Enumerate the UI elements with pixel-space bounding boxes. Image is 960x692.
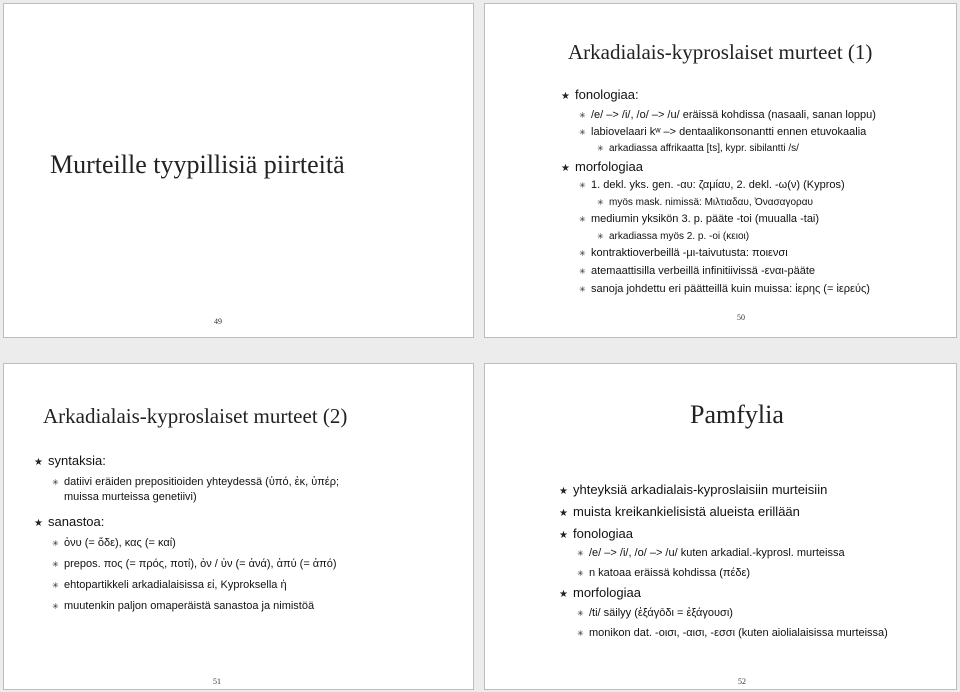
- bullet-item: ★ morfologiaa: [561, 159, 643, 174]
- bullet-item: ✳ 1. dekl. yks. gen. -αυ: ζαμίαυ, 2. dekl. -ω(ν) (Kypros): [579, 179, 845, 191]
- bullet-item: ✳ sanoja johdettu eri päätteillä kuin muissa: ἱερης (= ἱερεύς): [579, 283, 870, 295]
- asterisk-bullet-icon: ✳: [579, 215, 586, 224]
- bullet-item: ✳ kontraktioverbeillä -μι-taivutusta: ποιενσι: [579, 247, 788, 259]
- asterisk-bullet-icon: ✳: [577, 629, 584, 638]
- slide-52: [484, 363, 957, 690]
- page-number: 52: [738, 677, 746, 686]
- bullet-item: ✳ prepos. πος (= πρός, ποτί), ὀν / ὐν (= ἀνά), ἀπύ (= ἀπό): [52, 558, 337, 570]
- bullet-item: ★ fonologiaa: [559, 526, 633, 541]
- asterisk-bullet-icon: ✳: [577, 549, 584, 558]
- bullet-item: ✳ /ti/ säilyy (ἐξάγōδι = ἐξάγουσι): [577, 607, 733, 619]
- slide-title: Arkadialais-kyproslaiset murteet (1): [568, 40, 873, 64]
- asterisk-bullet-icon: ✳: [577, 609, 584, 618]
- bullet-item: ✳ labiovelaari kʷ –> dentaalikonsonantti ennen etuvokaalia: [579, 126, 867, 138]
- asterisk-bullet-icon: ✳: [52, 602, 59, 611]
- star-bullet-icon: ★: [559, 589, 568, 600]
- bullet-item: ✳ muutenkin paljon omaperäistä sanastoa ja nimistöä: [52, 600, 315, 612]
- asterisk-bullet-icon: ✳: [579, 111, 586, 120]
- bullet-item: ✳ arkadiassa myös 2. p. -oi (κειοι): [597, 231, 750, 242]
- asterisk-bullet-icon: ✳: [597, 232, 604, 241]
- page-number: 50: [737, 313, 745, 322]
- bullet-item: ✳ /e/ –> /i/, /o/ –> /u/ kuten arkadial.-kyprosl. murteissa: [577, 547, 845, 559]
- bullet-item: ✳ ὀνυ (= ὅδε), κας (= καί): [52, 537, 176, 549]
- asterisk-bullet-icon: ✳: [597, 198, 604, 207]
- asterisk-bullet-icon: ✳: [597, 144, 604, 153]
- star-bullet-icon: ★: [559, 530, 568, 541]
- star-bullet-icon: ★: [34, 518, 43, 529]
- star-bullet-icon: ★: [559, 508, 568, 519]
- bullet-item: ✳ atemaattisilla verbeillä infinitiivissä -εναι-pääte: [579, 265, 816, 277]
- bullet-item: ✳ arkadiassa affrikaatta [ts], kypr. sibilantti /s/: [597, 143, 799, 154]
- bullet-item: ✳ monikon dat. -οισι, -αισι, -εσσι (kuten aiolialaisissa murteissa): [577, 627, 888, 639]
- slide-51: [3, 363, 474, 690]
- bullet-item: ✳ /e/ –> /i/, /o/ –> /u/ eräissä kohdissa (nasaali, sanan loppu): [579, 109, 876, 121]
- bullet-item: ★ muista kreikankielisistä alueista erillään: [559, 504, 800, 519]
- bullet-item: ✳ datiivi eräiden prepositioiden yhteydessä (ὑπό, ἐκ, ὑπέρ;: [52, 476, 340, 488]
- page-number: 51: [213, 677, 221, 686]
- asterisk-bullet-icon: ✳: [52, 581, 59, 590]
- asterisk-bullet-icon: ✳: [577, 569, 584, 578]
- asterisk-bullet-icon: ✳: [579, 267, 586, 276]
- asterisk-bullet-icon: ✳: [579, 249, 586, 258]
- bullet-item: ✳ n katoaa eräissä kohdissa (πέδε): [577, 567, 751, 579]
- slide-title: Pamfylia: [690, 400, 784, 429]
- bullet-text-continuation: muissa murteissa genetiivi): [64, 491, 197, 503]
- slide-49: [3, 3, 474, 338]
- asterisk-bullet-icon: ✳: [579, 181, 586, 190]
- bullet-item: ✳ ehtopartikkeli arkadialaisissa εἰ, Kyproksella ἠ: [52, 579, 287, 591]
- star-bullet-icon: ★: [561, 91, 570, 102]
- star-bullet-icon: ★: [561, 163, 570, 174]
- asterisk-bullet-icon: ✳: [579, 285, 586, 294]
- asterisk-bullet-icon: ✳: [52, 560, 59, 569]
- slide-title: Arkadialais-kyproslaiset murteet (2): [43, 404, 348, 428]
- bullet-item: ✳ myös mask. nimissä: Μιλτιαδαυ, Ὀνασαγοραυ: [597, 197, 813, 208]
- asterisk-bullet-icon: ✳: [52, 539, 59, 548]
- bullet-item: ★ sanastoa:: [34, 514, 105, 529]
- slide-title: Murteille tyypillisiä piirteitä: [50, 150, 345, 179]
- bullet-item: ★ fonologiaa:: [561, 87, 639, 102]
- asterisk-bullet-icon: ✳: [52, 478, 59, 487]
- page-number: 49: [214, 317, 222, 326]
- asterisk-bullet-icon: ✳: [579, 128, 586, 137]
- star-bullet-icon: ★: [559, 486, 568, 497]
- bullet-item: ★ syntaksia:: [34, 453, 106, 468]
- bullet-item: ★ morfologiaa: [559, 585, 641, 600]
- bullet-item: ★ yhteyksiä arkadialais-kyproslaisiin murteisiin: [559, 482, 828, 497]
- slide-50: [484, 3, 957, 338]
- star-bullet-icon: ★: [34, 457, 43, 468]
- bullet-item: ✳ mediumin yksikön 3. p. pääte -toi (muualla -tai): [579, 213, 820, 225]
